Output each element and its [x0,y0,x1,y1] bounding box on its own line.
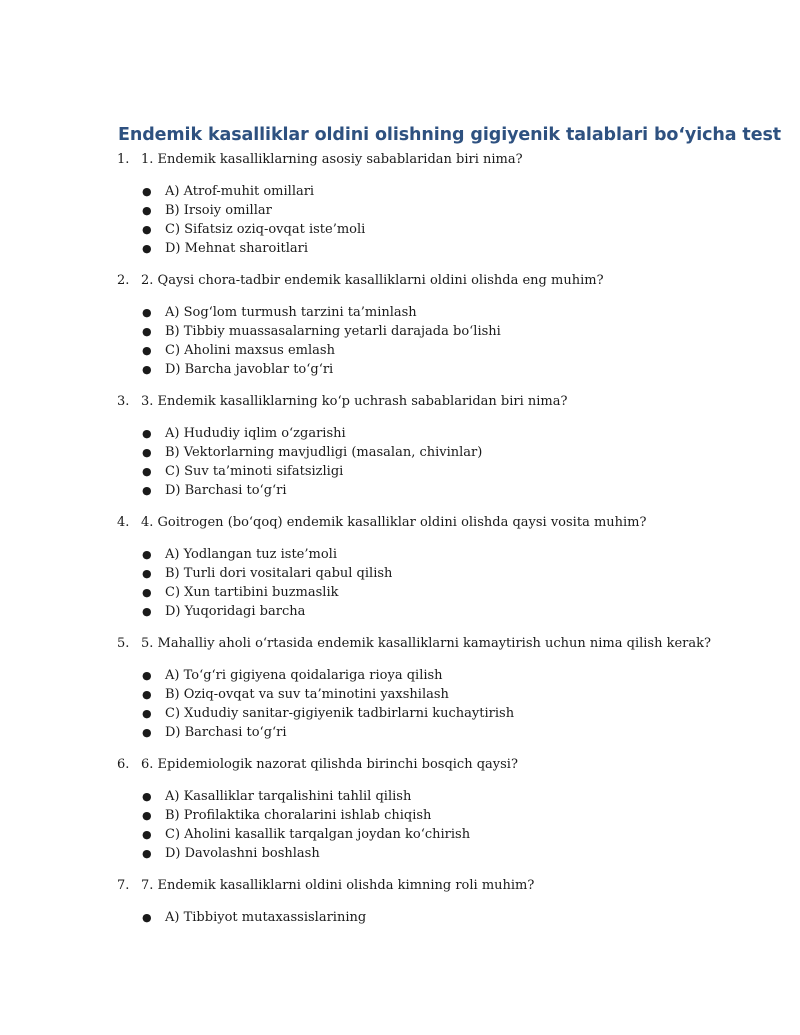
answer-option-text: D) Mehnat sharoitlari [165,241,308,256]
bullet-icon: ● [142,446,152,459]
answer-option-text: A) Yodlangan tuz iste’moli [165,547,337,562]
answer-option-text: D) Yuqoridagi barcha [165,604,306,619]
answer-option-text: D) Davolashni boshlash [165,846,320,861]
answer-option-text: C) Sifatsiz oziq-ovqat iste’moli [165,222,366,237]
question-text: 3. Endemik kasalliklarning ko‘p uchrash sabablaridan biri nima? [141,394,568,409]
answer-option-text: B) Profilaktika choralarini ishlab chiqish [165,808,432,823]
answer-option-text: C) Xun tartibini buzmaslik [165,585,339,600]
bullet-icon: ● [142,242,152,255]
bullet-icon: ● [142,605,152,618]
bullet-icon: ● [142,484,152,497]
bullet-icon: ● [142,427,152,440]
answer-option-text: B) Tibbiy muassasalarning yetarli darajada bo‘lishi [165,324,501,339]
answer-option-text: B) Oziq-ovqat va suv ta’minotini yaxshilash [165,687,449,702]
question-text: 5. Mahalliy aholi o‘rtasida endemik kasalliklarni kamaytirish uchun nima qilish kerak? [141,636,711,651]
question-number: 3. [117,394,130,409]
document-title: Endemik kasalliklar oldini olishning gigiyenik talablari bo‘yicha test [118,125,782,145]
question-text: 4. Goitrogen (bo‘qoq) endemik kasalliklar oldini olishda qaysi vosita muhim? [141,515,647,530]
question-text: 7. Endemik kasalliklarni oldini olishda kimning roli muhim? [141,878,535,893]
answer-option-text: D) Barcha javoblar to‘g‘ri [165,362,334,377]
bullet-icon: ● [142,325,152,338]
question-text: 2. Qaysi chora-tadbir endemik kasalliklarni oldini olishda eng muhim? [141,273,604,288]
answer-option-text: B) Turli dori vositalari qabul qilish [165,566,393,581]
bullet-icon: ● [142,306,152,319]
bullet-icon: ● [142,847,152,860]
bullet-icon: ● [142,809,152,822]
question-number: 6. [117,757,130,772]
bullet-icon: ● [142,344,152,357]
bullet-icon: ● [142,911,152,924]
answer-option-text: C) Suv ta’minoti sifatsizligi [165,464,344,479]
answer-option-text: C) Xududiy sanitar-gigiyenik tadbirlarni kuchaytirish [165,706,515,721]
bullet-icon: ● [142,548,152,561]
bullet-icon: ● [142,669,152,682]
question-text: 6. Epidemiologik nazorat qilishda birinchi bosqich qaysi? [141,757,518,772]
bullet-icon: ● [142,726,152,739]
answer-option-text: D) Barchasi to‘g‘ri [165,725,287,740]
bullet-icon: ● [142,688,152,701]
bullet-icon: ● [142,586,152,599]
bullet-icon: ● [142,707,152,720]
question-number: 5. [117,636,130,651]
answer-option-text: A) Tibbiyot mutaxassislarining [165,910,367,925]
answer-option-text: A) Kasalliklar tarqalishini tahlil qilish [165,789,412,804]
answer-option-text: A) To‘g‘ri gigiyena qoidalariga rioya qilish [165,668,443,683]
bullet-icon: ● [142,363,152,376]
answer-option-text: D) Barchasi to‘g‘ri [165,483,287,498]
answer-option-text: B) Vektorlarning mavjudligi (masalan, chivinlar) [165,445,483,460]
bullet-icon: ● [142,567,152,580]
answer-option-text: C) Aholini maxsus emlash [165,343,335,358]
bullet-icon: ● [142,185,152,198]
bullet-icon: ● [142,828,152,841]
answer-option-text: A) Atrof-muhit omillari [165,184,315,199]
answer-option-text: C) Aholini kasallik tarqalgan joydan ko‘chirish [165,827,471,842]
question-number: 1. [117,152,130,167]
bullet-icon: ● [142,790,152,803]
question-number: 2. [117,273,130,288]
answer-option-text: A) Hududiy iqlim o‘zgarishi [165,426,346,441]
bullet-icon: ● [142,204,152,217]
answer-option-text: B) Irsoiy omillar [165,203,272,218]
bullet-icon: ● [142,465,152,478]
question-text: 1. Endemik kasalliklarning asosiy sabablaridan biri nima? [141,152,523,167]
bullet-icon: ● [142,223,152,236]
answer-option-text: A) Sog‘lom turmush tarzini ta’minlash [165,305,417,320]
question-number: 7. [117,878,130,893]
question-number: 4. [117,515,130,530]
